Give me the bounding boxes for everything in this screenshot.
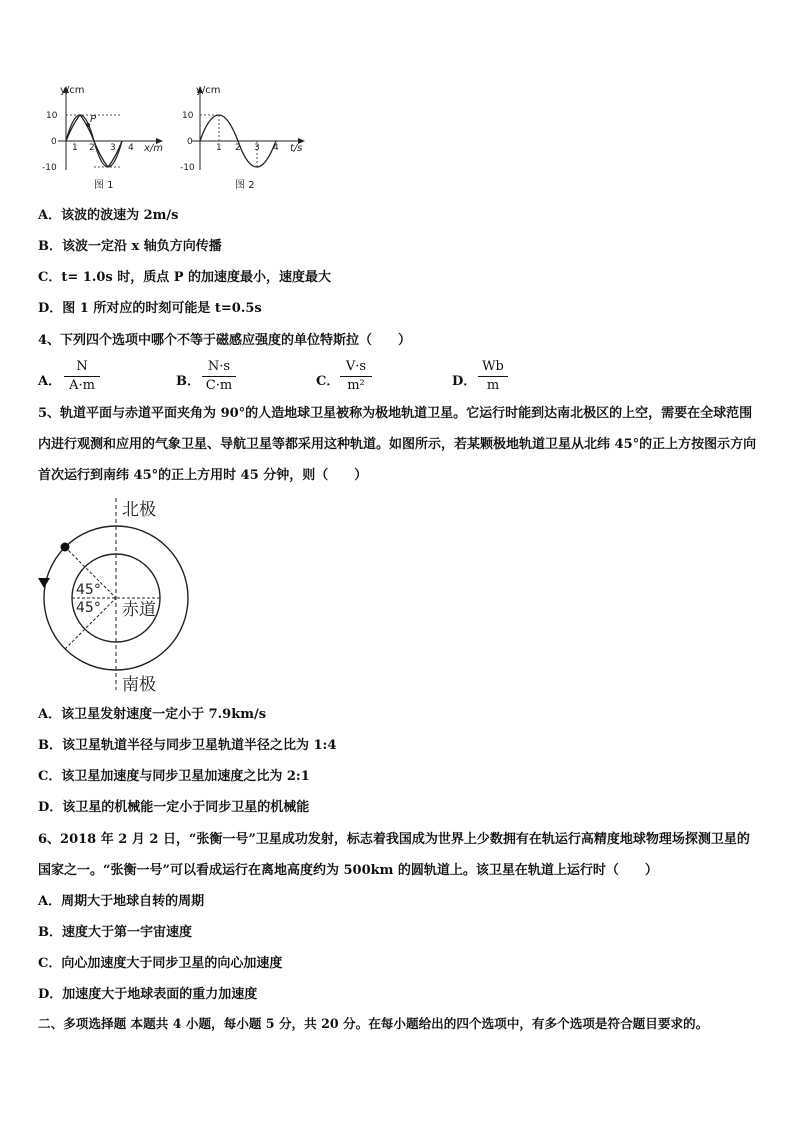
q4-option-d-fraction (478, 359, 508, 394)
q6-option-a: A．周期大于地球自转的周期 (38, 894, 205, 909)
q4-option-b-numerator: N·s (207, 359, 231, 374)
fraction-bar (340, 376, 372, 377)
fig2-xtick-4: 4 (273, 143, 279, 153)
q4-option-c-numerator: V·s (345, 359, 367, 374)
fig1-caption: 图 1 (94, 180, 114, 191)
q4-option-b-denominator: C·m (205, 378, 233, 393)
fig1-point-label: P (90, 114, 97, 125)
fig2-ytick-0: 0 (187, 137, 193, 147)
q3-option-b: B．该波一定沿 x 轴负方向传播 (38, 239, 222, 254)
figure-1-wave-graph (36, 84, 171, 194)
diagram-angle-upper: 45° (76, 582, 101, 598)
q4-option-c-label: C． (316, 374, 340, 389)
q4-option-d-denominator: m (486, 378, 500, 393)
figure-2-vibration-graph (178, 84, 313, 194)
fig2-xtick-2: 2 (235, 143, 241, 153)
q4-option-d-numerator: Wb (482, 359, 504, 374)
fig1-ylabel: y/cm (60, 85, 85, 96)
fig2-ylabel: y/cm (196, 85, 221, 96)
q4-stem: 4、下列四个选项中哪个不等于磁感应强度的单位特斯拉（ ） (38, 333, 412, 348)
diagram-equator-label: 赤道 (122, 600, 156, 620)
q6-option-c: C．向心加速度大于同步卫星的向心加速度 (38, 956, 283, 971)
fig1-xtick-3: 3 (110, 143, 116, 153)
fig2-xtick-1: 1 (216, 143, 222, 153)
fig2-caption: 图 2 (235, 180, 255, 191)
q4-option-a-denominator: A·m (69, 378, 95, 393)
diagram-north-label: 北极 (122, 500, 156, 520)
fig1-ytick-10: 10 (46, 111, 58, 121)
q6-option-b: B．速度大于第一宇宙速度 (38, 925, 192, 940)
q4-option-b-label: B． (176, 374, 200, 389)
q5-option-c: C．该卫星加速度与同步卫星加速度之比为 2:1 (38, 769, 310, 784)
q4-option-c-fraction (340, 359, 372, 394)
fig1-xtick-1: 1 (72, 143, 78, 153)
fraction-bar (64, 376, 100, 377)
fig1-xtick-2: 2 (89, 143, 95, 153)
q3-option-a: A．该波的波速为 2m/s (38, 208, 179, 223)
diagram-south-label: 南极 (122, 675, 156, 694)
q6-option-d: D．加速度大于地球表面的重力加速度 (38, 987, 258, 1002)
q4-option-d-label: D． (452, 374, 477, 389)
fig2-xlabel: t/s (290, 143, 303, 154)
fig2-ytick-neg10: -10 (180, 163, 195, 173)
fig1-ytick-neg10: -10 (42, 163, 57, 173)
fig1-ytick-0: 0 (51, 137, 57, 147)
q4-option-b-fraction (202, 359, 236, 394)
diagram-angle-lower: 45° (76, 600, 101, 616)
q5-option-d: D．该卫星的机械能一定小于同步卫星的机械能 (38, 800, 310, 815)
polar-orbit-diagram (34, 494, 194, 694)
q6-stem: 6、2018 年 2 月 2 日，“张衡一号”卫星成功发射，标志着我国成为世界上少数拥有在轨运行高精度地球物理场探测卫星的国家之一。“张衡一号”可以看成运行在离地高度约为 500km 的圆轨道上。该卫星在轨道上运行时（ ） (38, 832, 750, 878)
q4-option-a-fraction (64, 359, 100, 394)
fig2-xtick-3: 3 (254, 143, 260, 153)
section-2-heading: 二、多项选择题 本题共 4 小题，每小题 5 分，共 20 分。在每小题给出的四个选项中，有多个选项是符合题目要求的。 (38, 1016, 709, 1031)
q5-option-a: A．该卫星发射速度一定小于 7.9km/s (38, 707, 267, 722)
q3-option-c: C．t= 1.0s 时，质点 P 的加速度最小，速度最大 (38, 270, 332, 285)
fraction-bar (478, 376, 508, 377)
fig2-ytick-10: 10 (182, 111, 194, 121)
q4-option-a-label: A． (38, 374, 62, 389)
q5-option-b: B．该卫星轨道半径与同步卫星轨道半径之比为 1:4 (38, 738, 337, 753)
fig1-xtick-4: 4 (128, 143, 134, 153)
fraction-bar (202, 376, 236, 377)
q3-option-d: D．图 1 所对应的时刻可能是 t=0.5s (38, 301, 262, 316)
q4-option-c-denominator: m² (347, 378, 365, 393)
q5-stem: 5、轨道平面与赤道平面夹角为 90°的人造地球卫星被称为极地轨道卫星。它运行时能到达南北极区的上空，需要在全球范围内进行观测和应用的气象卫星、导航卫星等都采用这种轨道。如图所示，若某颗极地轨道卫星从北纬 45°的正上方按图示方向首次运行到南纬 45°的正上方用时 45 分钟，则（ ） (38, 406, 757, 483)
fig1-xlabel: x/m (144, 143, 164, 154)
q4-option-a-numerator: N (76, 359, 88, 374)
